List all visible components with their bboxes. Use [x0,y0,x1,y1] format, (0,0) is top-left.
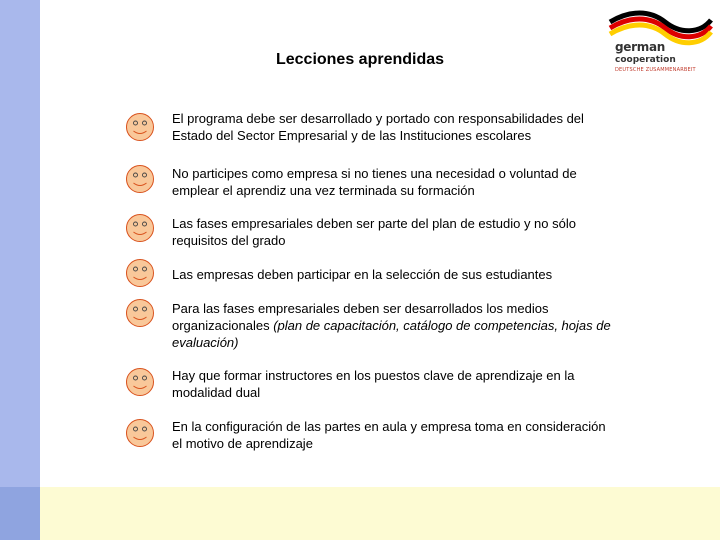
smiley-icon [125,258,155,288]
item-text: Las empresas deben participar en la selección de sus estudiantes [172,267,553,282]
item-text [172,300,612,351]
smiley-icon [125,298,155,328]
item-text: Las fases empresariales deben ser parte del plan de estudio y no sólo requisitos del grado [172,216,576,248]
left-accent-bar-bottom [0,487,40,540]
slide-title: Lecciones aprendidas [275,51,445,68]
item-text-italic: (plan de capacitación, catálogo de competencias, hojas de evaluación) [172,318,611,350]
item-text: En la configuración de las partes en aula y empresa toma en consideración el motivo de aprendizaje [172,419,606,451]
smiley-icon [125,112,155,142]
item-text: El programa debe ser desarrollado y portado con responsabilidades del Estado del Sector Empresarial y de las Instituciones escolares [172,111,584,143]
item-text-regular: Para las fases empresariales deben ser desarrollados los medios organizacionales [172,301,549,333]
item-text: Hay que formar instructores en los puestos clave de aprendizaje en la modalidad dual [172,368,575,400]
logo-text-deutsche: DEUTSCHE ZUSAMMENARBEIT [615,67,696,73]
left-accent-bar [0,0,40,540]
smiley-icon [125,418,155,448]
smiley-icon [125,213,155,243]
smiley-icon [125,367,155,397]
smiley-icon [125,164,155,194]
logo-text-german: german [615,40,665,54]
item-text: No participes como empresa si no tienes una necesidad o voluntad de emplear el aprendiz una vez terminada su formación [172,166,577,198]
bottom-band [40,487,720,540]
logo-text-cooperation: cooperation [615,55,676,65]
